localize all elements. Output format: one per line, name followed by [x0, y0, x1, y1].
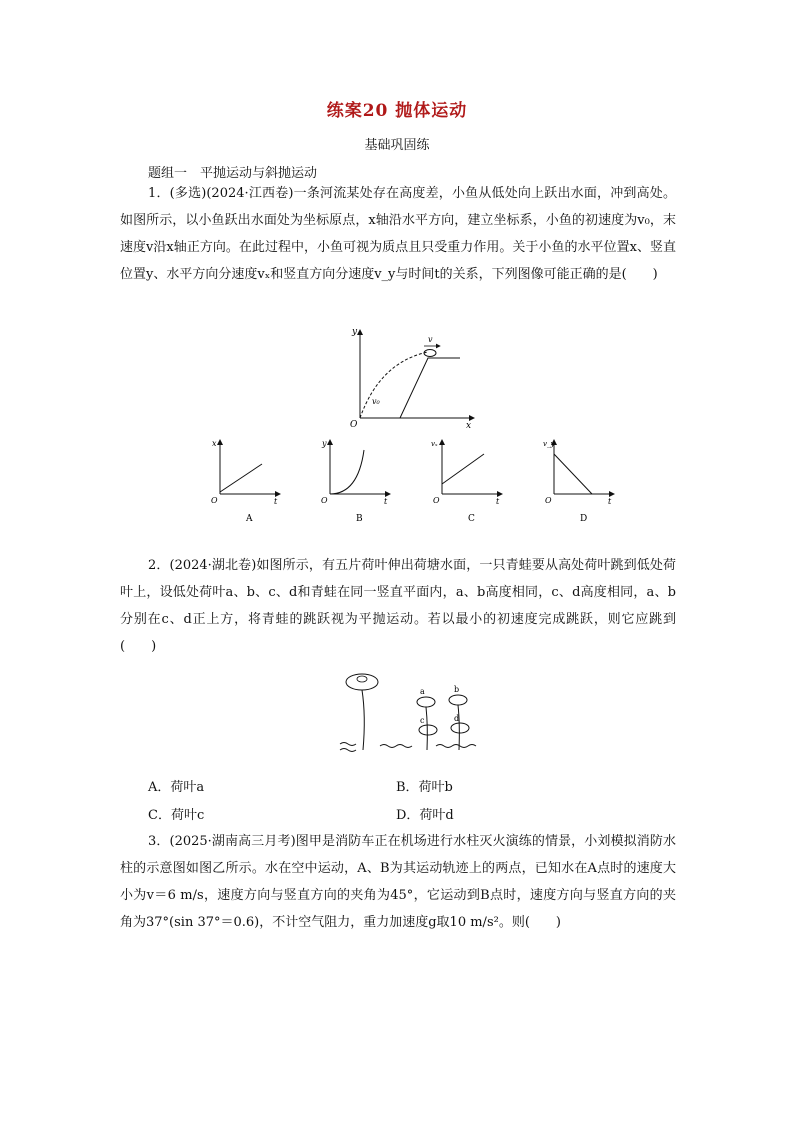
option-c[interactable]: C．荷叶c	[148, 808, 205, 823]
option-graph-b	[316, 436, 396, 526]
figure-y-label: y	[352, 327, 358, 337]
figure-x-label: x	[466, 421, 472, 431]
option-graph-d	[540, 436, 620, 526]
svg-text:O: O	[321, 496, 328, 505]
question-2-text: 2．(2024·湖北卷)如图所示，有五片荷叶伸出荷塘水面，一只青蛙要从高处荷叶跳到低处荷叶上，设低处荷叶a、b、c、d和青蛙在同一竖直平面内，a、b高度相同，c、d高度相同，a、b分别在c、d正上方，将青蛙的跳跃视为平抛运动。若以最小的初速度完成跳跃，则它应跳到( )	[120, 558, 676, 654]
option-b[interactable]: B．荷叶b	[396, 780, 453, 795]
svg-text:t: t	[608, 497, 612, 506]
svg-text:a: a	[420, 687, 425, 696]
option-label-d: D	[580, 514, 588, 524]
svg-text:t: t	[496, 497, 500, 506]
question-1-text: 1．(多选)(2024·江西卷)一条河流某处存在高度差，小鱼从低处向上跃出水面，冲到高处。如图所示，以小鱼跃出水面处为坐标原点，x轴沿水平方向，建立坐标系，小鱼的初速度为v₀，末速度v沿x轴正方向。在此过程中，小鱼可视为质点且只受重力作用。关于小鱼的水平位置x、竖直位置y、水平方向分速度vₓ和竖直方向分速度v_y与时间t的关系，下列图像可能正确的是( )	[120, 186, 676, 282]
water-ripple-left	[340, 743, 356, 752]
riverbank-step	[400, 358, 460, 418]
figure-origin-label: O	[350, 420, 358, 430]
svg-text:t: t	[274, 497, 278, 506]
figure-v-label: v	[428, 335, 433, 344]
water-ripple-right	[436, 745, 476, 748]
fish-trajectory	[360, 352, 428, 418]
leaf-b	[449, 695, 467, 705]
option-label-c: C	[468, 514, 475, 524]
question-1-figure	[340, 322, 480, 432]
svg-text:O: O	[211, 496, 218, 505]
option-a[interactable]: A．荷叶a	[148, 780, 205, 795]
leaf-c	[419, 725, 437, 735]
page-title: 练案20 抛体运动	[326, 101, 468, 121]
fish-icon	[424, 350, 436, 357]
water-ripple-mid	[380, 745, 412, 748]
figure-v0-label: v₀	[372, 397, 380, 406]
svg-text:y: y	[322, 439, 327, 448]
frog-icon	[357, 676, 367, 682]
section-subtitle: 基础巩固练	[364, 138, 430, 153]
question-3-text: 3．(2025·湖南高三月考)图甲是消防车正在机场进行水柱灭火演练的情景，小刘模拟消防水柱的示意图如图乙所示。水在空中运动，A、B为其运动轨迹上的两点，已知水在A点时的速度大小为v＝6 m/s，速度方向与竖直方向的夹角为45°，它运动到B点时，速度方向与竖直方向的夹角为37°(sin 37°＝0.6)，不计空气阻力，重力加速度g取10 m/s²。则( )	[120, 834, 676, 930]
option-graph-c	[428, 436, 508, 526]
svg-text:vₓ: vₓ	[431, 440, 438, 448]
svg-text:O: O	[433, 496, 440, 505]
svg-text:x: x	[212, 439, 217, 448]
option-label-b: B	[356, 514, 363, 524]
leaf-d	[451, 723, 469, 733]
lotus-pond-figure	[336, 666, 492, 758]
svg-text:t: t	[384, 497, 388, 506]
leaf-a	[417, 697, 435, 707]
option-graph-a	[206, 436, 286, 526]
question-group-heading: 题组一 平抛运动与斜抛运动	[148, 166, 318, 181]
svg-text:c: c	[420, 716, 425, 725]
option-d[interactable]: D．荷叶d	[396, 808, 454, 823]
svg-text:d: d	[454, 714, 460, 723]
svg-text:v_y: v_y	[543, 440, 555, 448]
option-label-a: A	[246, 514, 253, 524]
svg-text:O: O	[545, 496, 552, 505]
svg-text:b: b	[454, 685, 460, 694]
